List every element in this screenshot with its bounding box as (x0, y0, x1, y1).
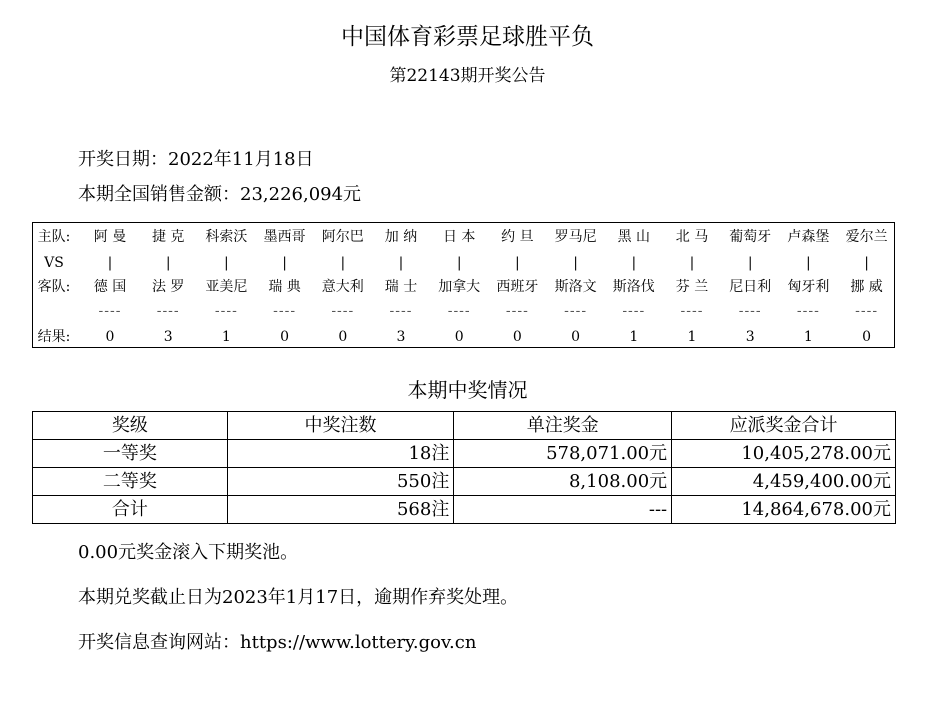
away-team-name: 法 罗 (151, 279, 185, 295)
vs-mark: | (282, 255, 287, 271)
away-team-name: 挪 威 (850, 279, 883, 295)
away-team-name: 斯洛文 (554, 279, 597, 295)
vs-row (33, 253, 894, 273)
header-unit-prize: 单注奖金 (454, 412, 672, 440)
result-label: 结果: (37, 329, 71, 345)
match-result: 3 (745, 329, 755, 345)
away-row (33, 277, 894, 297)
away-team-name: 德 国 (93, 279, 127, 295)
home-team-name: 葡萄牙 (729, 229, 772, 245)
prize-total: 14,864,678.00元 (672, 496, 896, 524)
vs-mark: | (806, 255, 811, 271)
vs-mark: | (398, 255, 404, 271)
match-result: 1 (221, 329, 231, 345)
match-result: 1 (803, 329, 813, 345)
separator-line: ---- (214, 303, 238, 319)
website-note: 开奖信息查询网站：https://www.lottery.gov.cn (78, 632, 477, 653)
away-team-name: 瑞 士 (384, 279, 418, 295)
vs-label: VS (44, 255, 64, 271)
away-team-name: 斯洛伐 (612, 279, 655, 295)
match-result: 0 (862, 329, 872, 345)
prize-unit: --- (454, 496, 672, 524)
prize-count: 568注 (227, 496, 454, 524)
match-result: 0 (571, 329, 581, 345)
prize-level: 一等奖 (33, 440, 228, 468)
separator-line: ---- (447, 303, 471, 319)
separator-line: ---- (680, 303, 704, 319)
vs-mark: | (456, 255, 462, 271)
prize-total: 4,459,400.00元 (672, 468, 896, 496)
vs-mark: | (224, 255, 229, 271)
prize-total-row (33, 496, 896, 524)
separator-line: ---- (331, 303, 355, 319)
home-team-name: 黑 山 (617, 229, 651, 245)
prize-count: 18注 (227, 440, 454, 468)
page-title: 中国体育彩票足球胜平负 (341, 24, 594, 50)
prize-level: 合计 (33, 496, 228, 524)
separator-row (33, 301, 894, 321)
draw-date: 开奖日期：2022年11月18日 (78, 149, 314, 170)
prize-count: 550注 (227, 468, 454, 496)
match-result: 1 (687, 329, 697, 345)
home-team-name: 卢森堡 (787, 229, 830, 245)
header-count: 中奖注数 (227, 412, 454, 440)
separator-line: ---- (389, 303, 413, 319)
header-level: 奖级 (33, 412, 228, 440)
home-team-name: 日 本 (442, 229, 476, 245)
home-team-name: 北 马 (675, 229, 709, 245)
away-team-name: 芬 兰 (675, 279, 709, 295)
prize-level: 二等奖 (33, 468, 228, 496)
sales-amount: 本期全国销售金额：23,226,094元 (78, 184, 362, 205)
away-team-name: 瑞 典 (268, 279, 301, 295)
match-result: 3 (163, 329, 173, 345)
home-row (33, 227, 894, 247)
header-total: 应派奖金合计 (672, 412, 896, 440)
issue-subtitle: 第22143期开奖公告 (389, 66, 546, 86)
home-team-name: 罗马尼 (554, 229, 597, 245)
vs-mark: | (864, 255, 869, 271)
prize-unit: 8,108.00元 (454, 468, 672, 496)
vs-mark: | (631, 255, 637, 271)
match-result: 0 (338, 329, 348, 345)
away-team-name: 尼日利 (729, 279, 772, 295)
vs-mark: | (515, 255, 520, 271)
separator-line: ---- (564, 303, 588, 319)
deadline-note: 本期兑奖截止日为2023年1月17日，逾期作弃奖处理。 (78, 587, 519, 608)
match-result: 0 (512, 329, 522, 345)
separator-line: ---- (622, 303, 646, 319)
vs-mark: | (689, 255, 695, 271)
vs-mark: | (747, 255, 753, 271)
separator-line: ---- (738, 303, 762, 319)
prize-table (32, 411, 896, 524)
away-team-name: 加拿大 (438, 279, 481, 295)
home-team-name: 阿 曼 (93, 229, 127, 245)
away-team-name: 意大利 (321, 279, 364, 295)
away-team-name: 西班牙 (496, 279, 539, 295)
separator-line: ---- (796, 303, 820, 319)
prize-section-title: 本期中奖情况 (407, 378, 528, 402)
away-label: 客队: (37, 279, 71, 295)
away-team-name: 匈牙利 (787, 279, 830, 295)
match-result: 1 (629, 329, 639, 345)
home-team-name: 墨西哥 (263, 229, 306, 245)
home-team-name: 爱尔兰 (845, 229, 888, 245)
prize-total: 10,405,278.00元 (672, 440, 896, 468)
home-team-name: 加 纳 (384, 229, 418, 245)
rollover-note: 0.00元奖金滚入下期奖池。 (78, 542, 299, 563)
home-team-name: 约 旦 (501, 229, 534, 245)
prize-unit: 578,071.00元 (454, 440, 672, 468)
match-table (32, 222, 895, 348)
match-result: 0 (280, 329, 290, 345)
separator-line: ---- (273, 303, 297, 319)
separator-line: ---- (855, 303, 879, 319)
vs-mark: | (573, 255, 578, 271)
prize-row (33, 440, 896, 468)
match-result: 3 (396, 329, 406, 345)
result-row (33, 327, 894, 347)
away-team-name: 亚美尼 (205, 279, 248, 295)
home-team-name: 阿尔巴 (321, 229, 364, 245)
separator-line: ---- (505, 303, 529, 319)
prize-row (33, 468, 896, 496)
match-result: 0 (105, 329, 115, 345)
vs-mark: | (165, 255, 171, 271)
vs-mark: | (340, 255, 346, 271)
home-team-name: 科索沃 (205, 229, 248, 245)
vs-mark: | (107, 255, 113, 271)
separator-line: ---- (156, 303, 180, 319)
home-label: 主队: (37, 229, 71, 245)
match-result: 0 (454, 329, 464, 345)
home-team-name: 捷 克 (151, 229, 185, 245)
prize-header-row (33, 412, 896, 440)
separator-line: ---- (98, 303, 122, 319)
